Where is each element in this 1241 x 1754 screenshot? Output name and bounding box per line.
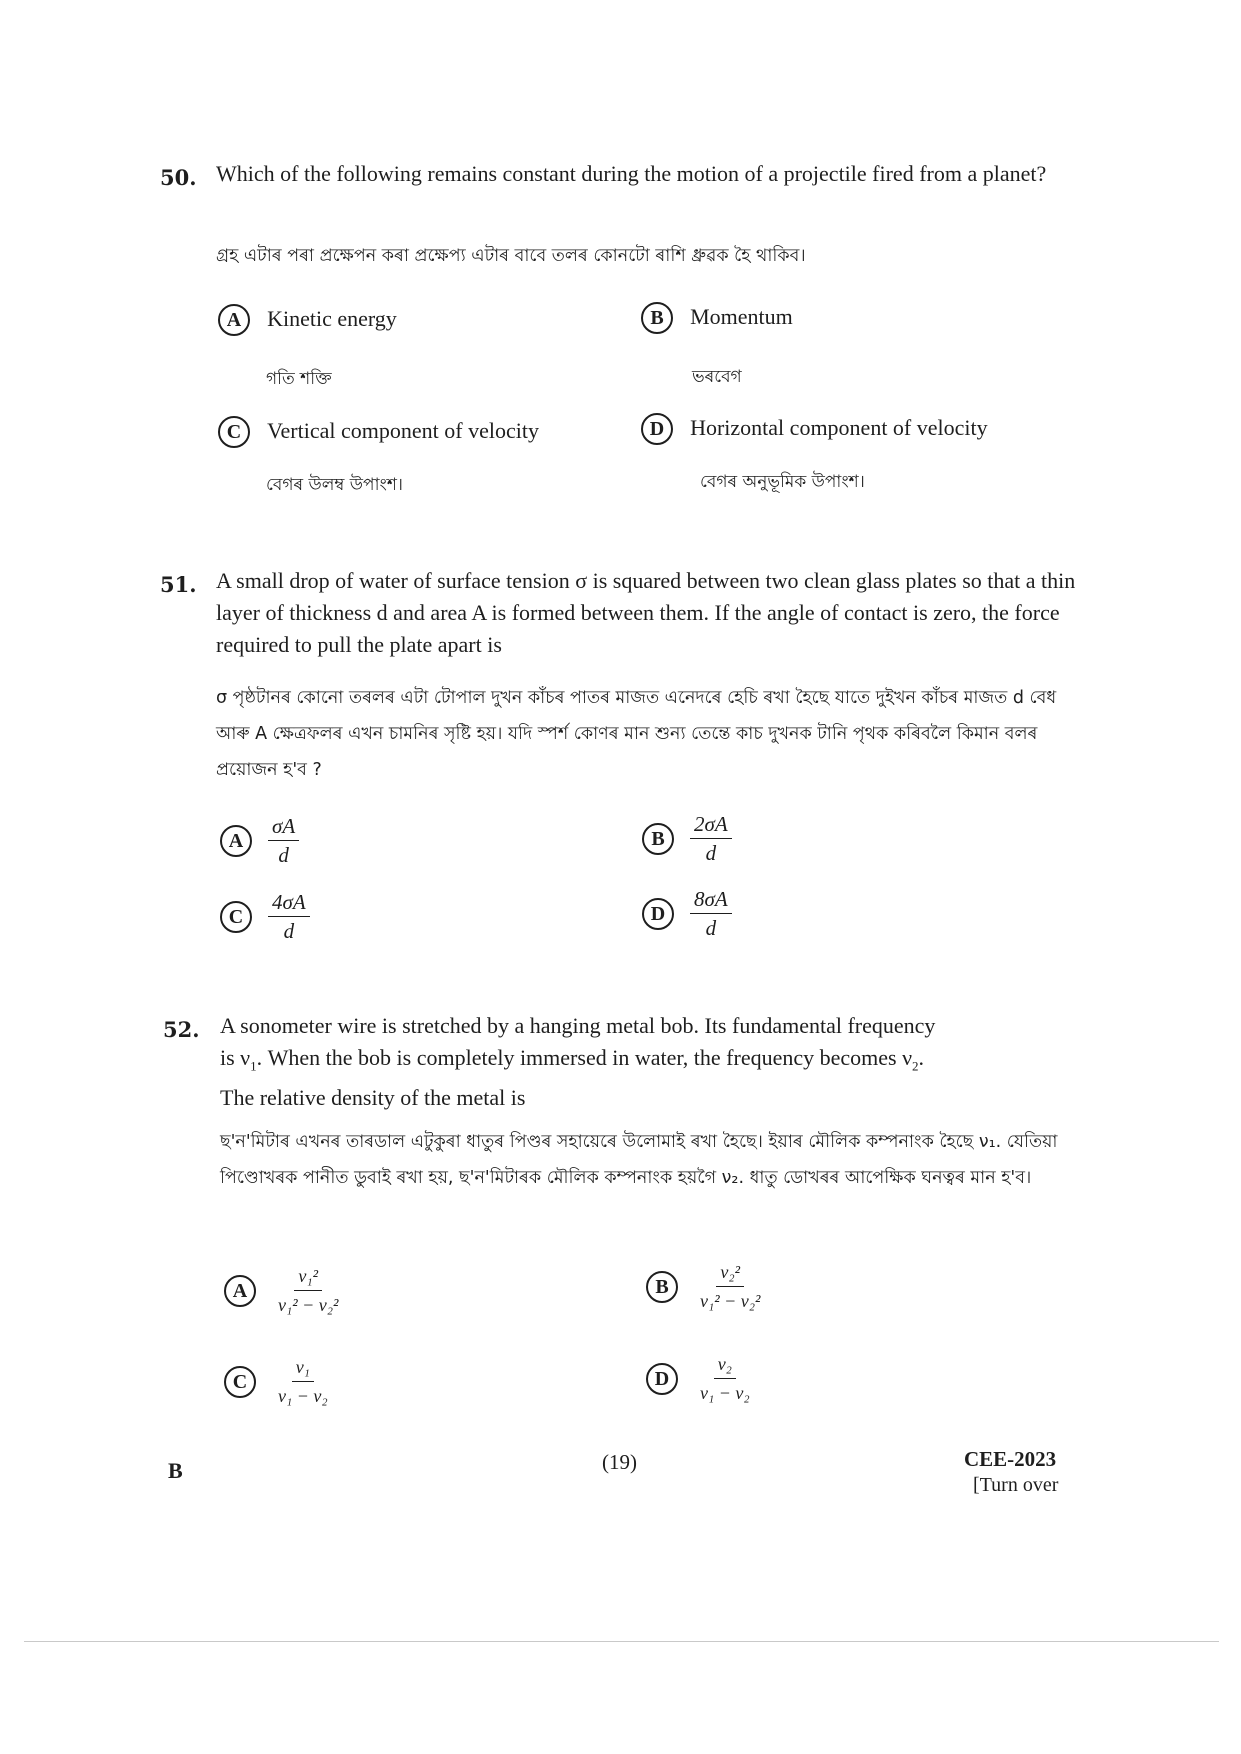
option-a[interactable] <box>224 1262 342 1319</box>
option-letter: C <box>224 1366 256 1398</box>
fraction-denominator: ν₁ − ν₂ <box>700 1383 750 1403</box>
option-b[interactable] <box>642 810 732 867</box>
option-letter: A <box>218 304 250 336</box>
series-code: B <box>168 1458 183 1483</box>
option-text-as: গতি শক্তি <box>266 369 332 389</box>
question-line: The relative density of the metal is <box>220 1085 526 1111</box>
fraction-numerator: 2σA <box>690 810 732 839</box>
option-c[interactable] <box>220 888 310 945</box>
text-fragment: . When the bob is completely immersed in water, the frequency becomes ν <box>256 1045 913 1070</box>
option-letter: B <box>646 1271 678 1303</box>
option-text-en: Vertical component of velocity <box>267 418 539 443</box>
fraction-denominator: d <box>705 916 717 940</box>
question-text-en <box>220 1010 1080 1114</box>
fraction-numerator: σA <box>268 812 299 841</box>
option-text-en: Horizontal component of velocity <box>690 415 988 440</box>
option-fraction <box>268 888 310 945</box>
option-text-as: বেগৰ উলম্ব উপাংশ। <box>266 475 403 495</box>
option-fraction <box>690 885 732 942</box>
exam-code: CEE-2023 <box>964 1447 1057 1471</box>
option-fraction <box>274 1353 332 1410</box>
fraction-numerator: 4σA <box>268 888 310 917</box>
option-letter: D <box>646 1363 678 1395</box>
turn-over-note: [Turn over <box>973 1474 1059 1496</box>
option-fraction <box>696 1258 764 1315</box>
option-letter: D <box>642 898 674 930</box>
text-fragment: is ν <box>220 1045 251 1070</box>
option-fraction <box>696 1350 754 1407</box>
option-a[interactable] <box>218 304 397 336</box>
question-text-en: A small drop of water of surface tension σ is squared between two clean glass plates so that a thin layer of thickness d and area A is formed between them. If the angle of contact is zero, the force required to pull the plate apart is <box>216 568 1076 657</box>
page-number: (19) <box>602 1450 637 1474</box>
question-number: 50. <box>160 165 197 190</box>
option-text-en: Kinetic energy <box>267 306 397 331</box>
fraction-denominator: ν₁² − ν₂² <box>278 1295 339 1315</box>
option-b[interactable] <box>641 302 793 334</box>
option-text-en: Momentum <box>690 304 793 329</box>
fraction-numerator: ν₁² <box>294 1262 322 1291</box>
fraction-denominator: d <box>283 919 295 943</box>
question-text-en: Which of the following remains constant during the motion of a projectile fired from a planet? <box>216 161 1047 186</box>
option-letter: C <box>218 416 250 448</box>
question-text-as: σ পৃষ্ঠটানৰ কোনো তৰলৰ এটা টোপাল দুখন কাঁচৰ পাতৰ মাজত এনেদৰে হেচি ৰখা হৈছে যাতে দুইখন কাঁচৰ মাজত d বেধ আৰু A ক্ষেত্ৰফলৰ এখন চামনিৰ সৃষ্টি হয়। যদি স্পৰ্শ কোণৰ মান শুন্য তেন্তে কাচ দুখনক টানি পৃথক কৰিবলৈ কিমান বলৰ প্ৰয়োজন হ'ব ? <box>216 688 1057 780</box>
fraction-numerator: ν₂ <box>714 1350 736 1379</box>
option-d[interactable] <box>642 885 732 942</box>
fraction-denominator: ν₁² − ν₂² <box>700 1291 761 1311</box>
fraction-denominator: d <box>705 841 717 865</box>
question-line: is $\nu_1$. When the bob is completely immersed in water, the frequency becomes $\nu_2$. <box>220 1045 925 1074</box>
question-text-as: গ্ৰহ এটাৰ পৰা প্ৰক্ষেপন কৰা প্ৰক্ষেপ্য এটাৰ বাবে তলৰ কোনটো ৰাশি ধ্ৰুৱক হৈ থাকিব। <box>216 246 806 266</box>
option-c[interactable] <box>218 416 539 448</box>
option-b[interactable] <box>646 1258 764 1315</box>
fraction-denominator: d <box>278 843 289 867</box>
question-line: A sonometer wire is stretched by a hanging metal bob. Its fundamental frequency <box>220 1013 936 1038</box>
fraction-denominator: ν₁ − ν₂ <box>278 1386 328 1406</box>
option-a[interactable] <box>220 812 299 869</box>
option-text-as: ভৰবেগ <box>692 367 742 387</box>
option-letter: B <box>642 823 674 855</box>
option-letter: A <box>220 825 252 857</box>
option-fraction <box>274 1262 342 1319</box>
option-fraction <box>268 812 299 869</box>
option-letter: B <box>641 302 673 334</box>
option-letter: C <box>220 901 252 933</box>
question-text-as: ছ'ন'মিটাৰ এখনৰ তাৰডাল এটুকুৰা ধাতুৰ পিণ্ডৰ সহায়েৰে উলোমাই ৰখা হৈছে। ইয়াৰ মৌলিক কম্পনাংক হৈছে ν₁. যেতিয়া পিণ্ডোখৰক পানীত ডুবাই ৰখা হয়, ছ'ন'মিটাৰক মৌলিক কম্পনাংক হয়গৈ ν₂. ধাতু ডোখৰৰ আপেক্ষিক ঘনত্বৰ মান হ'ব। <box>220 1132 1058 1188</box>
option-d[interactable] <box>646 1350 754 1407</box>
fraction-numerator: ν₁ <box>292 1353 314 1382</box>
option-c[interactable] <box>224 1353 332 1410</box>
fraction-numerator: ν₂² <box>716 1258 744 1287</box>
option-fraction <box>690 810 732 867</box>
question-number: 52. <box>163 1017 200 1042</box>
page-edge-divider <box>24 1641 1219 1642</box>
option-text-as: বেগৰ অনুভূমিক উপাংশ। <box>700 472 865 492</box>
option-d[interactable] <box>641 413 988 445</box>
option-letter: A <box>224 1275 256 1307</box>
question-number: 51. <box>160 572 197 597</box>
option-letter: D <box>641 413 673 445</box>
fraction-numerator: 8σA <box>690 885 732 914</box>
